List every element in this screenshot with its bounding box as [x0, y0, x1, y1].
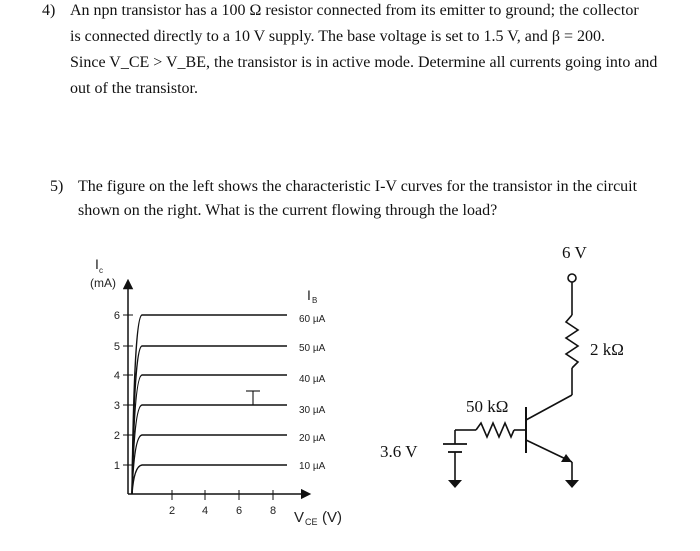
base-source-label: 3.6 V	[380, 442, 418, 461]
svg-text:I: I	[307, 287, 311, 303]
svg-text:I: I	[95, 256, 99, 272]
q5-line-2: shown on the right. What is the current flowing through the load?	[78, 202, 498, 219]
base-resistor	[476, 423, 514, 437]
q4-number: 4)	[42, 2, 56, 19]
y-tick-label: 6	[113, 310, 120, 322]
supply-voltage-label: 6 V	[562, 243, 587, 262]
load-resistor	[566, 315, 578, 368]
curve-label: 60 µA	[299, 314, 326, 325]
svg-text:V: V	[294, 509, 305, 526]
curve-label: 50 µA	[299, 343, 326, 354]
q4-line-2: is connected directly to a 10 V supply. The base voltage is set to 1.5 V, and β = 200.	[70, 28, 606, 45]
y-tick-label: 3	[113, 400, 120, 412]
svg-text:c: c	[99, 266, 103, 275]
q4-line-3: Since V_CE > V_BE, the transistor is in active mode. Determine all currents going into and	[70, 54, 658, 71]
x-tick-label: 8	[269, 505, 277, 517]
y-tick-label: 5	[113, 341, 120, 353]
curve-label: 40 µA	[299, 374, 326, 385]
ground-symbol	[565, 480, 579, 488]
x-tick-label: 6	[235, 505, 243, 517]
y-tick-label: 2	[113, 430, 120, 442]
load-resistor-label: 2 kΩ	[590, 340, 624, 359]
base-resistor-label: 50 kΩ	[466, 397, 509, 416]
y-tick-label: 1	[113, 460, 120, 472]
q5-line-1: The figure on the left shows the characteristic I-V curves for the transistor in the circuit	[78, 178, 638, 195]
svg-text:CE: CE	[305, 517, 318, 527]
curve-label: 10 µA	[299, 461, 326, 472]
curve-label: 30 µA	[299, 405, 326, 416]
source-ground-symbol	[448, 480, 462, 488]
y-tick-label: 4	[113, 370, 120, 382]
transistor-collector	[526, 395, 572, 420]
x-tick-label: 4	[201, 505, 209, 517]
curve-label: 20 µA	[299, 433, 326, 444]
q4-line-4: out of the transistor.	[70, 80, 198, 97]
svg-text:B: B	[312, 296, 318, 305]
svg-text:(mA): (mA)	[90, 276, 116, 290]
x-tick-label: 2	[168, 505, 176, 517]
svg-text:(V): (V)	[322, 509, 342, 526]
q5-number: 5)	[50, 178, 64, 195]
q4-line-1: An npn transistor has a 100 Ω resistor connected from its emitter to ground; the collector	[70, 2, 639, 19]
supply-terminal	[568, 274, 576, 282]
